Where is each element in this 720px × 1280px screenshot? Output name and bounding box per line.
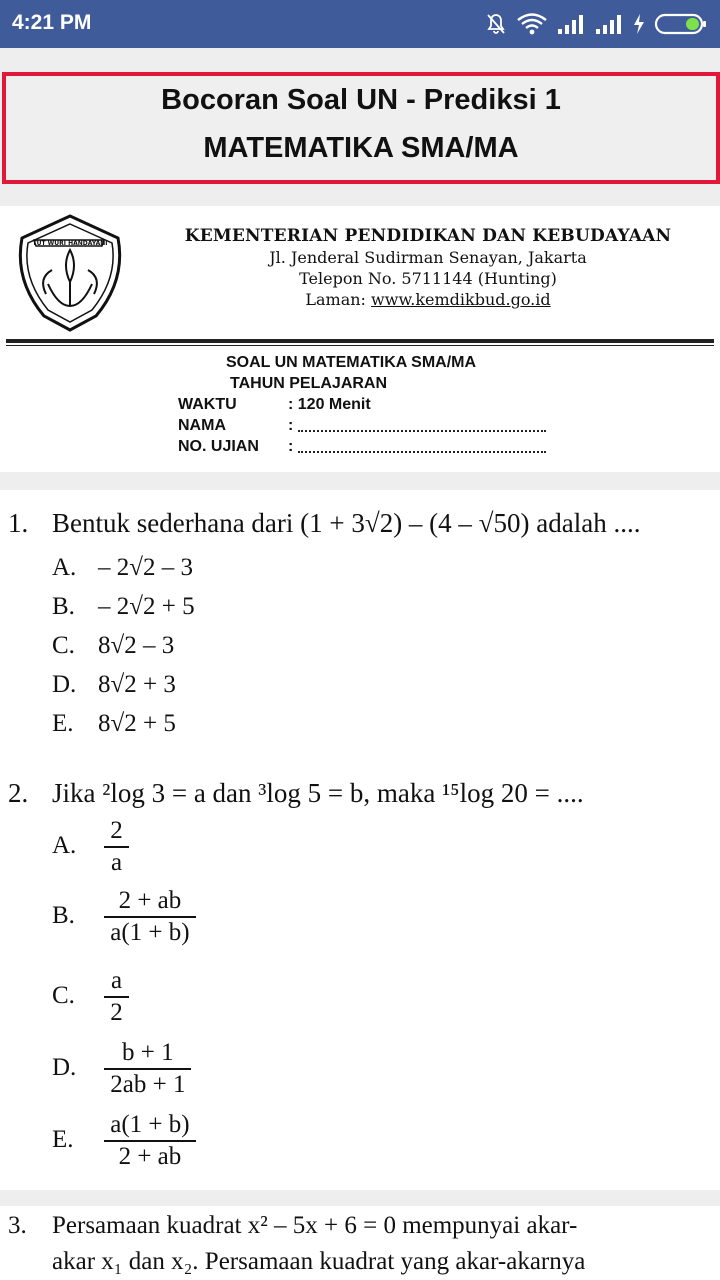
question-text-line-1: Persamaan kuadrat x² – 5x + 6 = 0 mempunyai akar-	[52, 1212, 578, 1239]
option-b[interactable]: B. $\frac{2 + ab}{a(1 + b)}$	[52, 886, 196, 948]
web-link[interactable]: www.kemdikbud.go.id	[371, 290, 551, 309]
option-e[interactable]: E. $\frac{a(1 + b)}{2 + ab}$	[52, 1110, 196, 1172]
institution-address: Jl. Jenderal Sudirman Senayan, Jakarta	[269, 248, 587, 267]
section-divider	[0, 472, 720, 490]
option-d[interactable]: D. $\frac{b + 1}{2ab + 1}$	[52, 1038, 191, 1100]
web-label: Laman:	[305, 290, 366, 309]
question-number: 1.	[8, 508, 29, 538]
charging-bolt-icon	[632, 13, 646, 35]
option-e[interactable]: E. 8√2 + 5	[52, 710, 176, 737]
question-text: Jika ²log 3 = a dan ³log 5 = b, maka ¹⁵log 20 = ....	[52, 778, 584, 808]
question-number: 2.	[8, 778, 29, 808]
fraction: $\frac{a(1 + b)}{2 + ab}$	[104, 1110, 195, 1172]
field-no-ujian: NO. UJIAN :	[178, 438, 546, 456]
option-d[interactable]: D. 8√2 + 3	[52, 671, 176, 698]
page-title: Bocoran Soal UN - Prediksi 1	[161, 84, 561, 116]
institution-block	[150, 226, 706, 309]
option-c[interactable]: C. $\frac{a}{2}$	[52, 966, 129, 1028]
status-bar	[0, 0, 720, 48]
question-text: Bentuk sederhana dari (1 + 3√2) – (4 – √50) adalah ....	[52, 508, 641, 538]
institution-name: KEMENTERIAN PENDIDIKAN DAN KEBUDAYAAN	[184, 226, 672, 246]
option-a[interactable]: A. $\frac{2}{a}$	[52, 816, 129, 878]
no-ujian-blank	[298, 441, 546, 453]
notifications-muted-icon	[484, 12, 508, 36]
status-time: 4:21 PM	[12, 11, 92, 34]
field-waktu: WAKTU : 120 Menit	[178, 396, 371, 413]
question-text-line-2: akar x₁ dan x₂. Persamaan kuadrat yang akar-akarnya	[52, 1248, 586, 1275]
battery-icon	[654, 12, 708, 36]
fraction: $\frac{a}{2}$	[104, 966, 129, 1028]
exam-year: TAHUN PELAJARAN	[230, 375, 388, 392]
divider-thin	[6, 345, 714, 346]
page-title-box	[2, 72, 720, 184]
status-icons	[484, 10, 708, 38]
letterhead	[0, 206, 720, 472]
signal-icon	[556, 13, 586, 35]
fraction: $\frac{2}{a}$	[104, 816, 129, 878]
section-divider	[0, 1190, 720, 1206]
tut-wuri-handayani-logo-icon	[8, 210, 132, 334]
wifi-icon	[516, 12, 548, 36]
divider-thick	[6, 339, 714, 343]
option-b[interactable]: B. – 2√2 + 5	[52, 593, 195, 620]
question-expression: (1 + 3√2) – (4 – √50)	[300, 508, 530, 538]
institution-phone: Telepon No. 5711144 (Hunting)	[299, 269, 557, 288]
option-c[interactable]: C. 8√2 – 3	[52, 632, 175, 659]
institution-web-line	[150, 290, 706, 309]
page-subtitle: MATEMATIKA SMA/MA	[203, 132, 519, 164]
exam-title: SOAL UN MATEMATIKA SMA/MA	[226, 354, 477, 371]
nama-blank	[298, 420, 546, 432]
fraction: $\frac{b + 1}{2ab + 1}$	[104, 1038, 191, 1100]
field-nama: NAMA :	[178, 417, 546, 435]
question-number: 3.	[8, 1212, 27, 1239]
logo-motto: TUT WURI HANDAYANI	[32, 240, 108, 247]
signal-2-icon	[594, 13, 624, 35]
fraction: $\frac{2 + ab}{a(1 + b)}$	[104, 886, 195, 948]
option-a[interactable]: A. – 2√2 – 3	[52, 554, 193, 581]
